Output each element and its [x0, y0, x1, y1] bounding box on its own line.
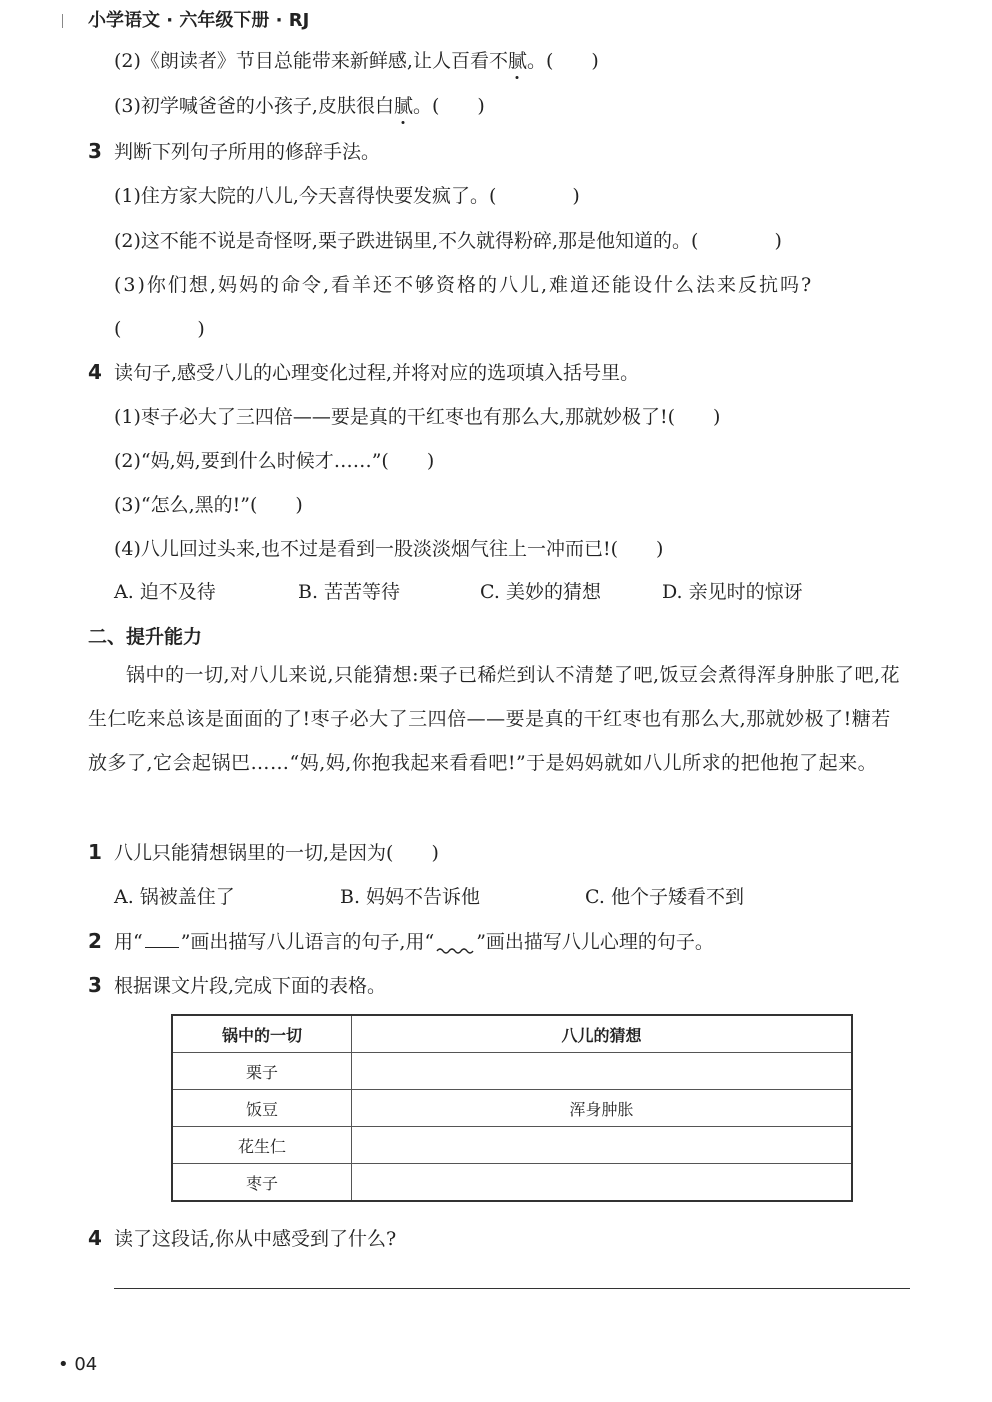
table-row [172, 1127, 852, 1164]
passage-question-4 [88, 1224, 396, 1251]
q4-item-2[interactable]: (2)“妈,妈,要到什么时候才……”( ) [114, 450, 435, 472]
p1-option-b: B. 妈妈不告诉他 [340, 886, 481, 908]
q4-option-d: D. 亲见时的惊讶 [662, 581, 803, 603]
q3-item-3: (3)你们想,妈妈的命令,看羊还不够资格的八儿,难道还能设什么法来反抗吗? [114, 274, 814, 296]
q3-item-3-bracket[interactable]: ( ) [114, 318, 205, 340]
passage-question-3 [88, 971, 386, 998]
table-cell-answer: 浑身肿胀 [352, 1090, 853, 1127]
table-header: 锅中的一切 [172, 1015, 352, 1053]
q4-item-1[interactable]: (1)枣子必大了三四倍——要是真的干红枣也有那么大,那就妙极了!( ) [114, 406, 721, 428]
table-cell-item: 饭豆 [172, 1090, 352, 1127]
page-header: 小学语文 · 六年级下册 · RJ [88, 10, 310, 31]
emphasized-char: 腻 [394, 91, 413, 118]
wavy-underline-symbol [436, 940, 474, 954]
straight-underline-symbol [145, 933, 179, 948]
table-cell-item: 花生仁 [172, 1127, 352, 1164]
passage-question-1 [88, 838, 439, 865]
question-3 [88, 137, 380, 164]
question-text-part: ”画出描写八儿心理的句子。 [476, 931, 714, 953]
table-row [172, 1164, 852, 1202]
p1-option-a: A. 锅被盖住了 [114, 886, 235, 908]
q3-item-1[interactable]: (1)住方家大院的八儿,今天喜得快要发疯了。( ) [114, 185, 580, 207]
question-number: 4 [88, 1226, 102, 1250]
q4-option-a: A. 迫不及待 [114, 581, 216, 603]
reading-passage: 锅中的一切,对八儿来说,只能猜想:栗子已稀烂到认不清楚了吧,饭豆会煮得浑身肿胀了吧,花生仁吃来总该是面面的了!枣子必大了三四倍——要是真的干红枣也有那么大,那就妙极了!糖若放多了,它会起锅巴……“妈,妈,你抱我起来看看吧!”于是妈妈就如八儿所求的把他抱了起来。 [88, 664, 901, 774]
guess-table [171, 1014, 853, 1202]
question-text: 判断下列句子所用的修辞手法。 [114, 141, 381, 163]
question-number: 4 [88, 360, 102, 384]
question-text-part: 用“ [114, 931, 143, 953]
question-text[interactable]: 八儿只能猜想锅里的一切,是因为( ) [114, 842, 439, 864]
p1-option-c: C. 他个子矮看不到 [585, 886, 744, 908]
table-cell-answer[interactable] [352, 1053, 853, 1090]
table-row [172, 1053, 852, 1090]
section-title: 二、提升能力 [88, 626, 203, 648]
question-text-part: ”画出描写八儿语言的句子,用“ [180, 931, 435, 953]
table-header: 八儿的猜想 [352, 1015, 853, 1053]
table-row [172, 1090, 852, 1127]
emphasized-char: 腻 [508, 46, 527, 73]
answer-bracket[interactable]: 。( ) [412, 95, 485, 117]
passage-question-2 [88, 927, 714, 954]
table-cell-item: 枣子 [172, 1164, 352, 1202]
table-cell-answer[interactable] [352, 1127, 853, 1164]
q2-item-2-text: (2)《朗读者》节目总能带来新鲜感,让人百看不 [114, 50, 508, 72]
q2-item-2 [114, 46, 599, 73]
question-text: 读了这段话,你从中感受到了什么? [114, 1228, 397, 1250]
table-cell-item: 栗子 [172, 1053, 352, 1090]
question-text: 读句子,感受八儿的心理变化过程,并将对应的选项填入括号里。 [114, 362, 640, 384]
question-4 [88, 358, 639, 385]
answer-bracket[interactable]: 。( ) [526, 50, 599, 72]
page-number: • 04 [58, 1354, 98, 1375]
q4-item-4[interactable]: (4)八儿回过头来,也不过是看到一股淡淡烟气往上一冲而已!( ) [114, 538, 664, 560]
question-number: 1 [88, 840, 102, 864]
q4-option-c: C. 美妙的猜想 [480, 581, 601, 603]
q2-item-3 [114, 91, 485, 118]
question-number: 3 [88, 973, 102, 997]
header-divider [62, 14, 63, 28]
question-number: 2 [88, 929, 102, 953]
table-cell-answer[interactable] [352, 1164, 853, 1202]
table-header-row [172, 1015, 852, 1053]
page-number-value: 04 [74, 1354, 98, 1375]
q4-item-3[interactable]: (3)“怎么,黑的!”( ) [114, 494, 303, 516]
answer-line[interactable] [114, 1288, 910, 1289]
question-number: 3 [88, 139, 102, 163]
q3-item-2[interactable]: (2)这不能不说是奇怪呀,栗子跌进锅里,不久就得粉碎,那是他知道的。( ) [114, 230, 782, 252]
q2-item-3-text: (3)初学喊爸爸的小孩子,皮肤很白 [114, 95, 394, 117]
q4-option-b: B. 苦苦等待 [298, 581, 401, 603]
question-text: 根据课文片段,完成下面的表格。 [114, 975, 387, 997]
